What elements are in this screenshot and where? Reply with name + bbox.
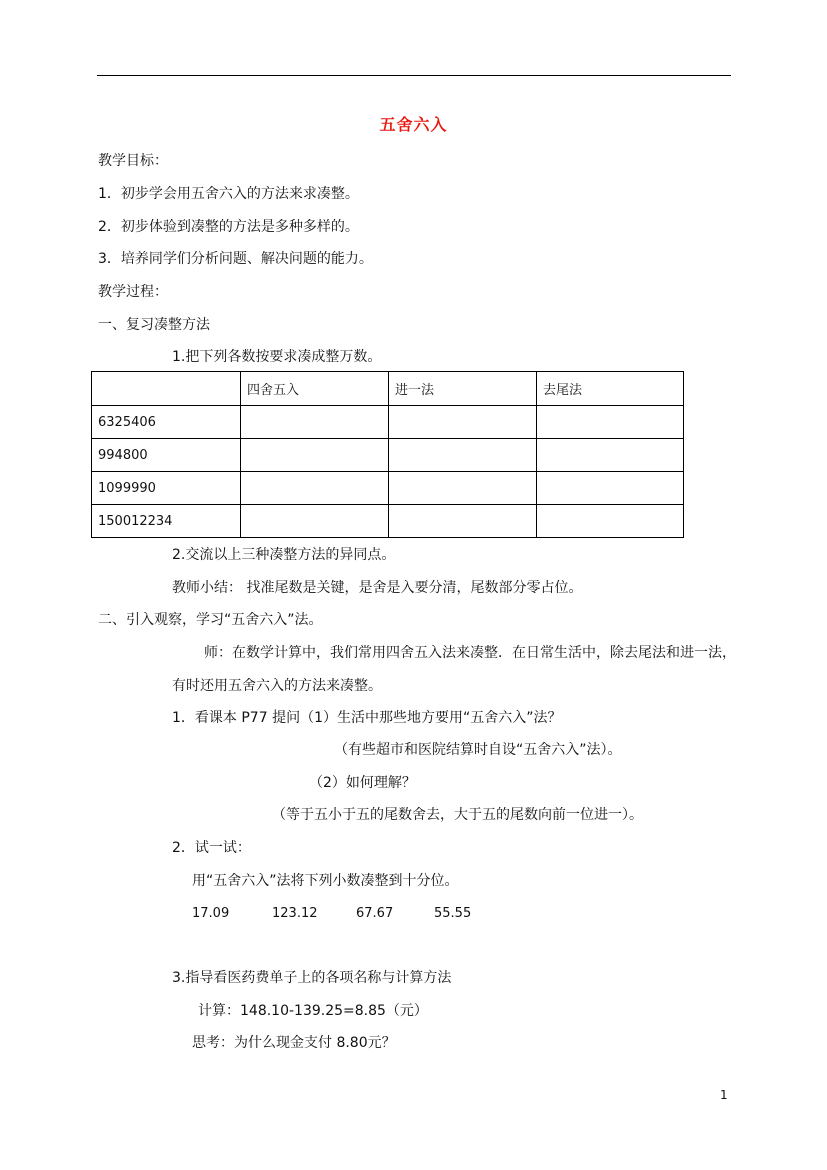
number-item: 67.67 [356,906,394,921]
section2-item3: 3.指导看医药费单子上的各项名称与计算方法 [172,970,452,986]
table-cell [241,505,389,538]
page-title: 五舍六入 [379,115,448,134]
table-header-cell [92,372,241,406]
section2-heading: 二、引入观察，学习“五舍六入”法。 [98,612,323,628]
table-cell: 994800 [92,439,241,472]
table-header-cell: 去尾法 [537,372,684,406]
teacher-line-1: 师：在数学计算中，我们常用四舍五入法来凑整．在日常生活中，除去尾法和进一法， [204,645,736,661]
process-heading: 教学过程： [98,284,168,300]
table-cell [241,472,389,505]
table-row [92,406,684,439]
table-row [92,472,684,505]
table-row [92,505,684,538]
try-instruction: 用“五舍六入”法将下列小数凑整到十分位。 [192,873,459,889]
table-row [92,439,684,472]
objectives-heading: 教学目标： [98,153,168,169]
table-cell [537,406,684,439]
objective-2: 2．初步体验到凑整的方法是多种多样的。 [98,219,359,235]
table-cell [537,505,684,538]
question-1: 1．看课本 P77 提问（1）生活中那些地方要用“五舍六入”法？ [172,710,562,726]
header-rule [97,75,731,76]
number-item: 17.09 [192,906,230,921]
objective-1: 1．初步学会用五舍六入的方法来求凑整。 [98,186,359,202]
table-cell [389,406,537,439]
answer-2: （等于五小于五的尾数舍去，大于五的尾数向前一位进一）。 [272,807,643,823]
table-header-cell: 进一法 [389,372,537,406]
table-cell: 6325406 [92,406,241,439]
table-cell: 1099990 [92,472,241,505]
section1-item1: 1.把下列各数按要求凑成整万数。 [172,349,382,365]
table-cell: 150012234 [92,505,241,538]
table-header-row [92,372,684,406]
table-header-cell: 四舍五入 [241,372,389,406]
number-item: 55.55 [434,906,472,921]
page-number: 1 [720,1088,728,1102]
number-item: 123.12 [272,906,318,921]
table-cell [241,439,389,472]
teacher-summary: 教师小结： 找准尾数是关键，是舍是入要分清，尾数部分零占位。 [172,580,583,596]
table-cell [537,439,684,472]
calculation: 计算：148.10-139.25=8.85（元） [198,1003,428,1019]
objective-3: 3．培养同学们分析问题、解决问题的能力。 [98,251,373,267]
table-cell [389,472,537,505]
section1-heading: 一、复习凑整方法 [98,317,210,333]
table-cell [537,472,684,505]
try-heading: 2．试一试： [172,840,251,856]
section1-item2: 2.交流以上三种凑整方法的异同点。 [172,547,396,563]
think-question: 思考：为什么现金支付 8.80元？ [192,1035,396,1051]
table-cell [389,505,537,538]
decimal-numbers [192,905,471,923]
question-2: （2）如何理解？ [309,775,416,791]
table-cell [241,406,389,439]
teacher-line-2: 有时还用五舍六入的方法来凑整。 [172,678,382,694]
rounding-table [91,371,684,538]
table-cell [389,439,537,472]
answer-1: （有些超市和医院结算时自设“五舍六入”法）。 [334,742,622,758]
